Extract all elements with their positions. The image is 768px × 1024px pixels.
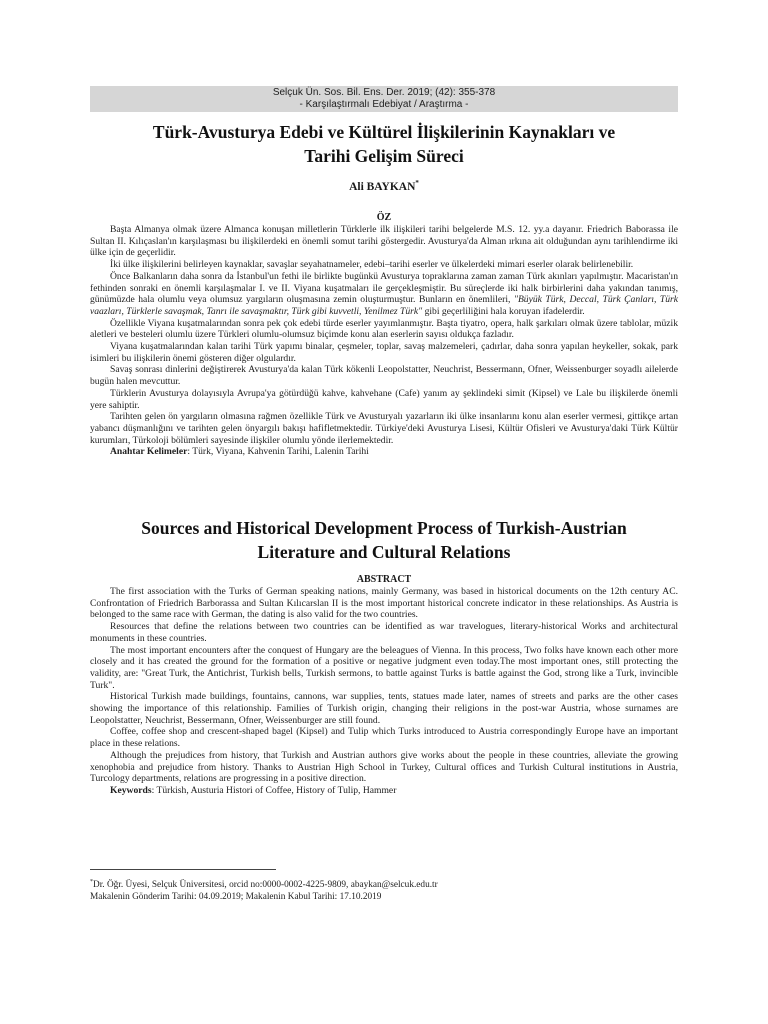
abstract-paragraph: The most important encounters after the conquest of Hungary are the beleagues of Vienna. In this process, Two folks have known each other more closely and it has created the ground for the formation of a positive or negative judgment even today.The most important ones, still protecting the validity, are: "Great Turk, the Antichrist, Turkish bells, Turkish sermons, to battle against Turks is battle against the God, strong like a Turk, invincible Turk".	[90, 644, 678, 691]
english-abstract	[90, 586, 678, 797]
footnote-mark: *	[90, 879, 93, 885]
footnote	[90, 877, 678, 903]
turkish-title-line2: Tarihi Gelişim Süreci	[304, 146, 464, 166]
oz-quote-tail: gibi geçerliliğini hala koruyan ifadelerdir.	[422, 305, 585, 317]
journal-header-band	[90, 86, 678, 112]
abstract-paragraph: Although the prejudices from history, that Turkish and Austrian authors give works about the people in these countries, alleviate the growing xenophobia and prejudice from history. Thanks to Austrian High School in Turkey, Cultural offices and Turkish Cultural institutions in Austria, Turcology departments, relations are progressing in a positive direction.	[90, 749, 678, 785]
oz-heading: ÖZ	[376, 212, 392, 223]
oz-paragraph: Tarihten gelen ön yargıların olmasına rağmen özellikle Türk ve Avusturyalı yazarların iki ülke insanlarını konu alan eserler vermesi, gittikçe artan yabancı düşmanlığını ve tarihten gelen önyargılı bakışı hafifletmektedir. Türkiye'deki Avusturya Lisesi, Kültür Ofisleri ve Avusturya'daki Türk Kültür kurumları, Türkoloji bölümleri sayesinde ilişkiler olumlu yönde ilerlemektedir.	[90, 411, 678, 446]
oz-paragraph-text: Önce Balkanların daha sonra da İstanbul'un fethi ile birlikte bugünkü Avusturya topraklarına zaman zaman Türk akınları yapılmıştır. Macaristan'ın fethinden sonraki en önemli karşılaşmalar I. ve II. Viyana kuşatmaları ile gerçekleşmiştir. Bu süreçlerde iki halk birbirlerini daha yakından tanımış, günümüzde hala olumlu veya olumsuz yargıların oluşmasına zemin oluşturmuştur. Bunların en önemlileri,	[90, 270, 678, 306]
author-footnote-mark: *	[415, 179, 419, 187]
turkish-keywords-text: : Türk, Viyana, Kahvenin Tarihi, Lalenin Tarihi	[187, 446, 369, 458]
oz-paragraph: İki ülke ilişkilerini belirleyen kaynaklar, savaşlar seyahatnameler, edebi–tarihi eserler ve ülkelerdeki mimari eserler olarak belirlenebilir.	[110, 259, 634, 271]
english-keywords	[90, 785, 678, 797]
english-keywords-label: Keywords	[110, 784, 152, 796]
oz-paragraph: Başta Almanya olmak üzere Almanca konuşan milletlerin Türklerle ilk ilişkileri tarihi belgelerde M.S. 12. yy.a dayanır. Friedrich Baborassa ile Sultan II. Kılıçaslan'ın karşılaşması bu ilişkilerdeki en önemli somut tarihi göstergedir. Avusturya'da Alman ırkına ait olduğundan aynı tarihlendirme iki ülke için de geçerlidir.	[90, 224, 678, 259]
oz-paragraph	[90, 271, 678, 318]
abstract-paragraph: Historical Turkish made buildings, fountains, cannons, war supplies, tents, statues made later, names of streets and parks are the other cases showing the importance of this relationship. Families of Turkish origin, changing their religions in the post-war Austria, whose surnames are Leopolstatter, Neuchrist, Bessermann, Ofner, Weissenburger are still found.	[90, 691, 678, 726]
footnote-author-info	[90, 877, 678, 892]
footnote-dates: Makalenin Gönderim Tarihi: 04.09.2019; Makalenin Kabul Tarihi: 17.10.2019	[90, 891, 382, 902]
english-title-line1: Sources and Historical Development Process of Turkish-Austrian	[141, 518, 627, 538]
oz-paragraph: Viyana kuşatmalarından kalan tarihi Türk yapımı binalar, çeşmeler, toplar, savaş malzemeleri, çadırlar, daha sonra yapılan heykeller, sokak, park isimleri bu ilişkilerin önemi gösteren diğer olgulardır.	[90, 341, 678, 364]
oz-paragraph: Özellikle Viyana kuşatmalarından sonra pek çok edebi türde eserler yayımlanmıştır. Başta tiyatro, opera, halk şarkıları olmak üzere tablolar, müzik aletleri ve besteleri olumlu üzere Türkleri olumlu-olumsuz biçimde konu alan eserlerin sayısı oldukça fazladır.	[90, 317, 678, 341]
author-name: Ali BAYKAN	[349, 180, 416, 193]
abstract-heading: ABSTRACT	[356, 574, 412, 585]
english-title-line2: Literature and Cultural Relations	[257, 542, 511, 562]
oz-paragraph: Türklerin Avusturya dolayısıyla Avrupa'ya götürdüğü kahve, kahvehane (Cafe) yanım ay şeklindeki simit (Kipsel) ve Lale bu ilişkilerde önemli yere sahiptir.	[90, 387, 678, 411]
article-category: - Karşılaştırmalı Edebiyat / Araştırma -	[299, 98, 469, 110]
abstract-paragraph: Coffee, coffee shop and crescent-shaped bagel (Kipsel) and Tulip which Turks introduced to Austria correspondingly Europe have an important place in these relations.	[90, 726, 678, 750]
abstract-paragraph: The first association with the Turks of German speaking nations, mainly Germany, was based in historical documents on the 12th century AC. Confrontation of Friedrich Barborassa and Sultan Kılıcarslan II is the most important historical concrete indicator in these relationships. As Austria is belonged to the same race with German, the dating is also valid for the two countries.	[90, 586, 678, 621]
journal-citation: Selçuk Ün. Sos. Bil. Ens. Der. 2019; (42): 355-378	[272, 87, 496, 98]
author-name-block	[90, 179, 678, 193]
turkish-abstract	[90, 224, 678, 458]
abstract-paragraph: Resources that define the relations between two countries can be identified as war travelogues, literary-historical Works and architectural monuments in these countries.	[90, 621, 678, 644]
oz-paragraph: Savaş sonrası dinlerini değiştirerek Avusturya'da kalan Türk kökenli Leopolstatter, Neuchrist, Bessermann, Ofner, Weissenburger soyadlı ailelerde bugün halen mevcuttur.	[90, 364, 678, 388]
footnote-author-text: Dr. Öğr. Üyesi, Selçuk Üniversitesi, orcid no:0000-0002-4225-9809, abaykan@selcuk.edu.tr	[93, 880, 438, 891]
oz-quote: "Büyük Türk, Deccal, Türk Çanları, Türk vaazları, Türklerle savaşmak, Tanrı ile savaşmaktır, Türk gibi kuvvetli, Yenilmez Türk"	[90, 294, 679, 317]
english-keywords-text: : Türkish, Austuria Histori of Coffee, History of Tulip, Hammer	[151, 784, 397, 796]
footnote-divider	[90, 869, 276, 870]
turkish-keywords-label: Anahtar Kelimeler	[110, 446, 188, 458]
english-title	[90, 516, 678, 564]
turkish-keywords	[90, 446, 678, 458]
turkish-title-line1: Türk-Avusturya Edebi ve Kültürel İlişkilerinin Kaynakları ve	[152, 122, 616, 142]
turkish-title	[90, 120, 678, 168]
